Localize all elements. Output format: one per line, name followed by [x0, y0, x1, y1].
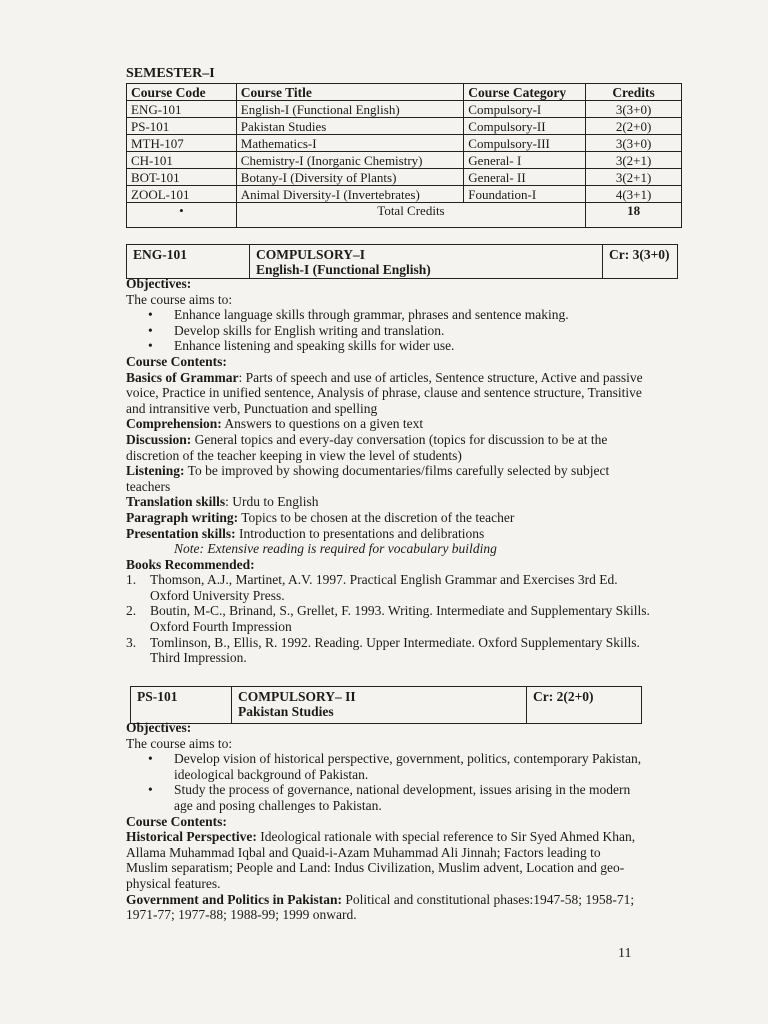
book-text: Tomlinson, B., Ellis, R. 1992. Reading. Upper Intermediate. Oxford Supplementary Skills. Third Impression. — [150, 634, 640, 666]
header-course-category: Course Category — [464, 84, 586, 101]
course-category: COMPULSORY– II — [238, 689, 356, 704]
book-text: Boutin, M-C., Brinand, S., Grellet, F. 1993. Writing. Intermediate and Supplementary Skills. Oxford Fourth Impression — [150, 603, 650, 635]
content-label: Historical Perspective: — [126, 829, 257, 845]
semester-title: SEMESTER–I — [126, 66, 215, 81]
aims-text: The course aims to: — [126, 735, 233, 751]
course-heading — [250, 245, 603, 278]
content-text: Introduction to presentations and delibrations — [235, 525, 485, 541]
content-label: Presentation skills: — [126, 525, 236, 541]
content-text: To be improved by showing documentaries/films carefully selected by subject teachers — [126, 463, 610, 494]
content-label: Translation skills — [126, 494, 226, 510]
total-row — [127, 203, 682, 228]
course-credits: Cr: 2(2+0) — [533, 689, 594, 704]
book-text: Thomson, A.J., Martinet, A.V. 1997. Practical English Grammar and Exercises 3rd Ed. Oxford University Press. — [150, 572, 618, 603]
content-item — [126, 829, 642, 891]
cell-credits: 2(2+0) — [586, 118, 682, 135]
content-item — [126, 463, 654, 494]
table-header-row — [127, 84, 682, 101]
course-code: PS-101 — [131, 687, 232, 723]
content-text: Ideological rationale with special reference to Sir Syed Ahmed Khan, Allama Muhammad Iqbal and Quaid-i-Azam Muhammad Ali Jinnah; Factors leading to Muslim separatism; People and Land: Indus Civilization, Muslim advent, Location and geo-physical features. — [126, 829, 636, 891]
content-item — [126, 370, 654, 417]
cell-credits: 3(2+1) — [586, 152, 682, 169]
aims-text: The course aims to: — [126, 291, 233, 307]
header-credits: Credits — [586, 84, 682, 101]
cell-credits: 4(3+1) — [586, 186, 682, 203]
total-value: 18 — [586, 203, 682, 228]
table-row — [127, 169, 682, 186]
ps-course-header — [130, 686, 642, 724]
cell-category: Foundation-I — [464, 186, 586, 203]
table-row — [127, 101, 682, 118]
list-item: • Develop vision of historical perspective, government, politics, contemporary Pakistan, ideological background of Pakistan. — [126, 751, 642, 782]
course-heading — [232, 687, 527, 723]
content-text: Political and constitutional phases:1947-58; 1958-71; 1971-77; 1977-88; 1988-99; 1999 onward. — [126, 891, 635, 923]
content-item — [126, 892, 642, 923]
content-text: Topics to be chosen at the discretion of the teacher — [238, 509, 515, 525]
cell-code: ZOOL-101 — [127, 186, 237, 203]
cell-title: Mathematics-I — [236, 135, 464, 152]
list-item: • Enhance listening and speaking skills for wider use. — [126, 338, 654, 354]
list-item: • Enhance language skills through grammar, phrases and sentence making. — [126, 307, 654, 323]
content-item — [126, 526, 654, 542]
objectives-list — [126, 307, 654, 354]
cell-title: Chemistry-I (Inorganic Chemistry) — [236, 152, 464, 169]
cell-code: ENG-101 — [127, 101, 237, 118]
book-number: 3. — [126, 634, 137, 650]
course-code: ENG-101 — [127, 245, 250, 278]
cell-category: Compulsory-III — [464, 135, 586, 152]
table-row — [127, 186, 682, 203]
cell-code: MTH-107 — [127, 135, 237, 152]
cell-category: General- I — [464, 152, 586, 169]
content-label: Listening: — [126, 463, 185, 479]
content-item — [126, 510, 654, 526]
content-text: : Parts of speech and use of articles, Sentence structure, Active and passive voice, Practice in unified sentence, Analysis of phrase, clause and sentence structure, Transitive and intransitive verb, Punctuation and spelling — [126, 369, 643, 416]
content-item — [126, 416, 654, 432]
content-text: Answers to questions on a given text — [221, 416, 424, 432]
cell-title: Botany-I (Diversity of Plants) — [236, 169, 464, 186]
content-item — [126, 494, 654, 510]
header-course-code: Course Code — [127, 84, 237, 101]
cell-credits: 3(3+0) — [586, 101, 682, 118]
cell-title: Pakistan Studies — [236, 118, 464, 135]
objectives-heading: Objectives: — [126, 720, 192, 735]
course-title: English-I (Functional English) — [256, 262, 431, 277]
book-number: 2. — [126, 603, 137, 619]
content-label: Comprehension: — [126, 416, 222, 432]
content-label: Basics of Grammar — [126, 369, 239, 385]
list-item — [126, 572, 654, 603]
content-text: General topics and every-day conversation (topics for discussion to be at the discretion of the teacher keeping in view the level of students) — [126, 431, 608, 463]
course-credits: Cr: 3(3+0) — [609, 247, 670, 262]
page-number: 11 — [618, 946, 632, 961]
book-number: 1. — [126, 572, 137, 588]
cell-category: Compulsory-I — [464, 101, 586, 118]
books-list — [126, 572, 654, 666]
cell-category: Compulsory-II — [464, 118, 586, 135]
cell-title: English-I (Functional English) — [236, 101, 464, 118]
total-label: Total Credits — [236, 203, 585, 228]
cell-credits: 3(3+0) — [586, 135, 682, 152]
course-category: COMPULSORY–I — [256, 247, 366, 262]
contents-heading: Course Contents: — [126, 813, 227, 829]
course-title: Pakistan Studies — [238, 704, 334, 719]
total-dot: • — [127, 203, 237, 228]
eng-section — [126, 276, 654, 666]
table-row — [127, 152, 682, 169]
list-item: • Study the process of governance, national development, issues arising in the modern age and posing challenges to Pakistan. — [126, 782, 642, 813]
list-item — [126, 635, 654, 666]
reading-note: Note: Extensive reading is required for vocabulary building — [174, 541, 497, 557]
books-heading: Books Recommended: — [126, 556, 255, 572]
cell-code: PS-101 — [127, 118, 237, 135]
table-row — [127, 118, 682, 135]
content-label: Paragraph writing: — [126, 509, 239, 525]
cell-code: BOT-101 — [127, 169, 237, 186]
cell-title: Animal Diversity-I (Invertebrates) — [236, 186, 464, 203]
semester-table — [126, 83, 682, 228]
eng-course-header — [126, 244, 678, 279]
list-item: • Develop skills for English writing and translation. — [126, 323, 654, 339]
content-label: Discussion: — [126, 431, 192, 447]
contents-heading: Course Contents: — [126, 353, 227, 369]
list-item — [126, 603, 654, 634]
objectives-list — [126, 751, 642, 813]
table-row — [127, 135, 682, 152]
content-text: : Urdu to English — [225, 494, 319, 510]
cell-code: CH-101 — [127, 152, 237, 169]
objectives-heading: Objectives: — [126, 276, 192, 291]
cell-credits: 3(2+1) — [586, 169, 682, 186]
header-course-title: Course Title — [236, 84, 464, 101]
content-label: Government and Politics in Pakistan: — [126, 891, 343, 907]
cell-category: General- II — [464, 169, 586, 186]
content-item — [126, 432, 654, 463]
ps-section — [126, 720, 642, 923]
